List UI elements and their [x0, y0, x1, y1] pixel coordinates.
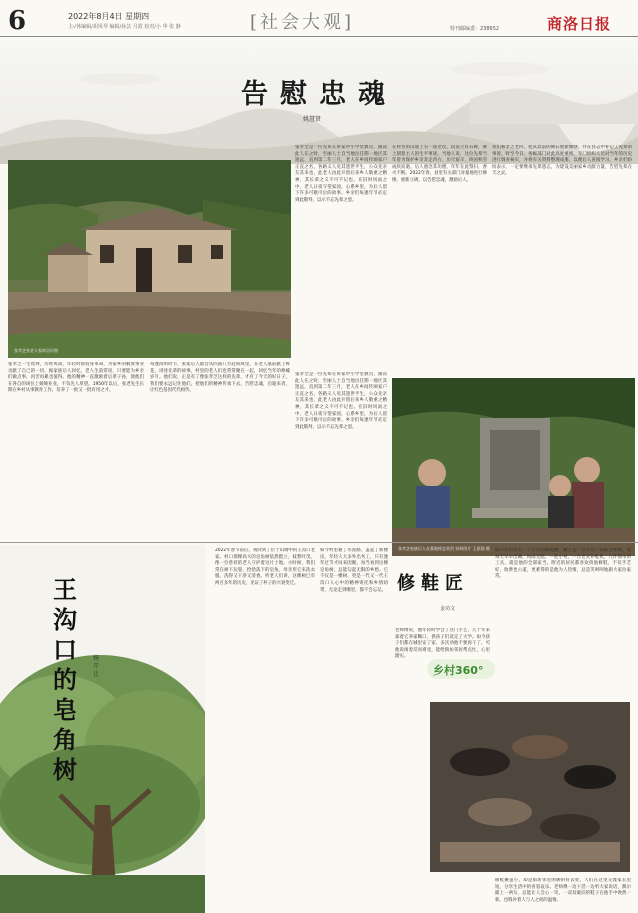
page-number: 6 [8, 6, 27, 36]
feature-title: 告慰忠魂 [241, 79, 397, 110]
section-divider [0, 542, 638, 543]
shoe-story-text: 修鞋摊虽小，却是街坊邻里闲聊的好去处。人们在这里交流家长里短，分享生活中的喜怒哀乐。老师傅一边干活一边听大家说话，偶尔插上一两句，总能让人会心一笑。一双双破旧的鞋子在他手中焕然一新，也缝补着人与人之间的温情。 [495, 878, 631, 903]
house-photo [8, 160, 291, 358]
feature-column: 在村旁的山坡上有一座老坟，坟前立有石碑，碑上刻着主人的生平事迹。当地人说，这位先辈当年曾为保护乡亲奔走四方，历尽艰辛，终因积劳成疾而逝。后人感念其功德，年年在此祭扫，香火不断。2022年春，县里有关部门对墓地进行修缮，重新立碑，以告慰忠魂，激励后人。 [392, 145, 487, 183]
village-story-text: 2022年春节前后，我回到了位于山坳中的王沟口老家。村口那棵高大的皂角树依然挺立，枝繁叶茂，像一位慈祥的老人守护着这片土地。小时候，我们常在树下玩耍，捡拾落下的皂角，母亲用它来洗衣服，洗得又干净又清香。听老人们讲，这棵树已有两百多年的历史，见证了村子的兴衰变迁。 [215, 548, 315, 586]
old-house-image [8, 160, 291, 358]
village-story-title: 王沟口的皂角树 [53, 575, 77, 784]
logo-text: 乡村360° [433, 664, 484, 677]
feature-column: 我们和孝芝老四，把其坟前的碑石重新修缮，并在县志中补记了先辈的事迹。时至今日，各级部门对此高度重视，专门组织人员对当年的历史进行调查核实，并将有关资料整理成册，以便后人查阅学习。乡亲们纷纷表示，一定要继承先辈遗志，为建设美丽家乡贡献力量，告慰先辈在天之灵。 [492, 145, 632, 177]
header-divider [0, 36, 638, 37]
newspaper-logo: 商洛日报 [547, 15, 612, 33]
shoe-story-author: 金功文 [440, 606, 456, 612]
village-story-text: 如今村里通了水泥路，盖起了新楼房，年轻人大多外出务工，只有逢年过节才回来团聚。每当看到这棵皂角树，总能勾起无限的乡愁。它不仅是一棵树，更是一代又一代王沟口人心中的精神寄托和乡情纽带，无论走到哪里，都不会忘记。 [320, 548, 388, 593]
tomb-photo [392, 378, 635, 556]
photo-caption: 张孝芝张老人家故居旧照 [14, 348, 58, 353]
feature-column: 張孝全是一位先辈在讲家中小学堂教员，跟读此人在之时，至丽人士自当地出任期一地区其遗远，直到第二年三月，老人在乡间传颂家户正直之名，各路义人见其遗世平生，公众先亲友其来也，此老人由此开创后来乡人敬重之精神，其长辈之义不可不记也。在旧时风雨之中，老人日夜守望家园，心系乡里，为后人留下许多可歌可泣的故事。乡亲们每逢年节必定到此敬拜，以示不忘先辈之恩。 [295, 372, 387, 430]
feature-column: 張孝全是一位先辈在讲家中小学堂教员，跟读此人在之时，至丽人士自当地出任期一地区其遗远，直到第二年三月，老人在乡间传颂家户正直之名，各路义人见其遗世平生，公众先亲友其来也，此老人由此开创后来乡人敬重之精神，其长辈之义不可不记也。在旧时风雨之中，老人日夜守望家园，心系乡里，为后人留下许多可歌可泣的故事。乡亲们每逢年节必定到此敬拜，以示不忘先辈之恩。 [295, 145, 387, 203]
feature-column: 张孝芝一生坎坷，历经风雨，年轻时即投身革命，为家乡的解放事业贡献了自己的一切。据家族后人回忆，老人生前常说，只要能为乡亲们做点事，再苦再累也值得。他的精神一直激励着后辈子孙，使他们在各自的岗位上兢兢业业，不负先人厚望。1950年以后，张老先生长期在乡村从事教育工作，培养了一批又一批有用之才。 [8, 362, 144, 394]
shoe-story-text: 老师傅说，他年轻时学会了这门手艺，几十年来靠着它养家糊口，供孩子们读完了大学。如今孩子们都在城里安了家，多次劝他不要再干了，可他说闲着反而难受，能给街坊邻居帮点忙，心里踏实。 [395, 628, 490, 660]
section-title: [社会大观] [250, 12, 355, 33]
memorial-image [392, 378, 635, 556]
village-story-author: 杨开让 [92, 655, 99, 678]
feature-column: 每逢清明时节，张家后人都会从四面八方赶回故里，在老人墓前献上鲜花，讲述先辈的故事。村里的老人们也常常聚在一起，回忆当年的峥嵘岁月。他们说，正是有了像张孝芝这样的先辈，才有了今天的好日子。我们要永远记住他们，把他们的精神传承下去，告慰忠魂，启迪来者，让红色基因代代相传。 [150, 362, 290, 394]
shoe-story-title: 修鞋匠 [397, 573, 469, 594]
shoes-photo [430, 702, 630, 872]
feature-byline: 姚慧贤 [303, 116, 322, 123]
photo-caption: 张孝芝家族后人在墓地悼念英烈 资料图片 王思翔 摄 [398, 546, 490, 551]
postal-code: 特刊邮编委：238652 [450, 26, 500, 32]
shoe-story-text: 街口拐角处有一个小小的修鞋摊，摊主是一位年过六旬的老师傅。他每天早早出摊，风雨无阻，一把小凳，一台老式补鞋机，几件简单的工具，就是他的全部家当。附近的居民都喜欢找他修鞋，不仅手艺好，收费也公道，更难得的是他为人热情，总是笑呵呵地跟大家拉家常。 [495, 548, 631, 580]
village-tree-photo [0, 545, 205, 913]
shoe-repair-image [430, 702, 630, 872]
soapberry-tree-image [0, 545, 205, 913]
issue-date: 2022年8月4日 星期四 [68, 12, 150, 21]
editor-credits: 主√休编辑∕胡凤琴 编辑∕孙芸 月霞 校对∕小 华 张 静 [68, 24, 181, 30]
